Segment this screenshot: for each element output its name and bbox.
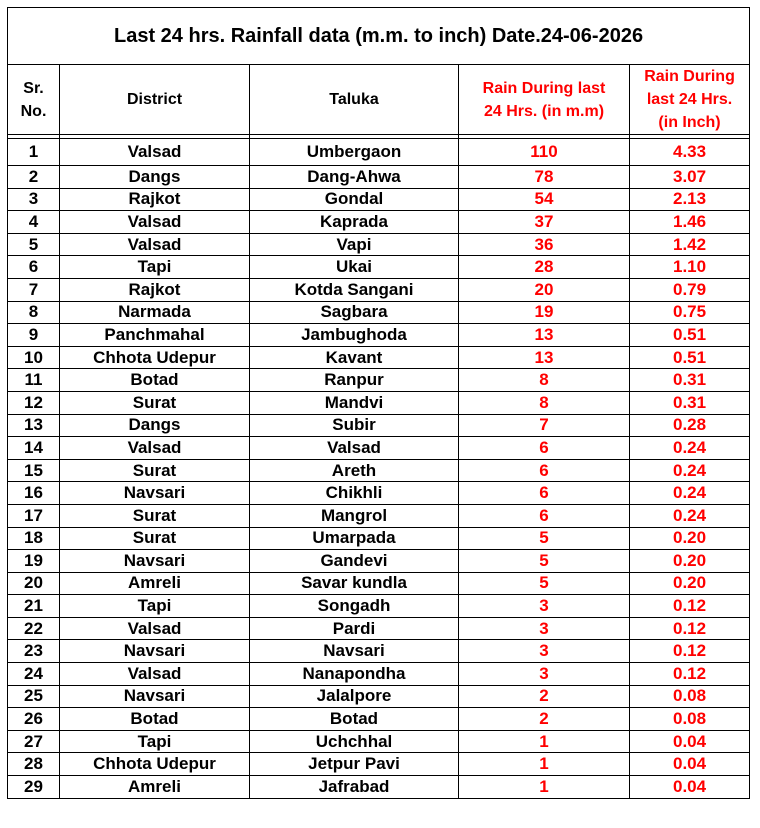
- cell-district: Amreli: [60, 572, 250, 595]
- cell-rain-mm: 7: [459, 414, 630, 437]
- cell-sr-no: 1: [8, 139, 60, 166]
- rainfall-sheet: [7, 7, 749, 799]
- table-row: [8, 730, 750, 753]
- cell-sr-no: 22: [8, 617, 60, 640]
- cell-sr-no: 10: [8, 346, 60, 369]
- cell-district: Valsad: [60, 211, 250, 234]
- cell-sr-no: 5: [8, 233, 60, 256]
- cell-rain-inch: 0.12: [630, 595, 750, 618]
- cell-taluka: Gondal: [250, 188, 459, 211]
- cell-taluka: Mandvi: [250, 391, 459, 414]
- cell-taluka: Uchchhal: [250, 730, 459, 753]
- cell-district: Tapi: [60, 595, 250, 618]
- cell-rain-mm: 110: [459, 139, 630, 166]
- cell-sr-no: 8: [8, 301, 60, 324]
- cell-rain-mm: 3: [459, 617, 630, 640]
- cell-rain-mm: 20: [459, 278, 630, 301]
- table-row: [8, 708, 750, 731]
- cell-district: Navsari: [60, 640, 250, 663]
- table-row: [8, 685, 750, 708]
- table-row: [8, 278, 750, 301]
- cell-district: Panchmahal: [60, 324, 250, 347]
- cell-sr-no: 12: [8, 391, 60, 414]
- cell-rain-inch: 1.10: [630, 256, 750, 279]
- cell-rain-inch: 3.07: [630, 166, 750, 189]
- table-body: [8, 139, 750, 799]
- table-row: [8, 391, 750, 414]
- cell-rain-inch: 0.04: [630, 730, 750, 753]
- cell-sr-no: 23: [8, 640, 60, 663]
- table-row: [8, 324, 750, 347]
- cell-rain-inch: 0.04: [630, 776, 750, 799]
- cell-sr-no: 7: [8, 278, 60, 301]
- cell-taluka: Songadh: [250, 595, 459, 618]
- table-row: [8, 550, 750, 573]
- table-row: [8, 640, 750, 663]
- table-row: [8, 139, 750, 166]
- cell-rain-inch: 0.12: [630, 663, 750, 686]
- cell-rain-inch: 0.20: [630, 572, 750, 595]
- table-row: [8, 595, 750, 618]
- cell-rain-mm: 13: [459, 324, 630, 347]
- cell-rain-inch: 0.24: [630, 459, 750, 482]
- cell-sr-no: 15: [8, 459, 60, 482]
- cell-sr-no: 4: [8, 211, 60, 234]
- cell-district: Surat: [60, 527, 250, 550]
- table-row: [8, 504, 750, 527]
- cell-district: Botad: [60, 369, 250, 392]
- cell-sr-no: 27: [8, 730, 60, 753]
- cell-sr-no: 24: [8, 663, 60, 686]
- cell-district: Amreli: [60, 776, 250, 799]
- header-district: District: [60, 65, 250, 135]
- cell-rain-inch: 4.33: [630, 139, 750, 166]
- cell-sr-no: 14: [8, 437, 60, 460]
- table-row: [8, 572, 750, 595]
- table-row: [8, 346, 750, 369]
- cell-rain-mm: 1: [459, 730, 630, 753]
- header-rain-mm: Rain During last 24 Hrs. (in m.m): [459, 65, 630, 135]
- cell-sr-no: 29: [8, 776, 60, 799]
- cell-taluka: Kotda Sangani: [250, 278, 459, 301]
- cell-taluka: Botad: [250, 708, 459, 731]
- cell-rain-inch: 0.08: [630, 685, 750, 708]
- cell-rain-inch: 0.20: [630, 550, 750, 573]
- cell-rain-mm: 5: [459, 572, 630, 595]
- table-row: [8, 527, 750, 550]
- cell-sr-no: 6: [8, 256, 60, 279]
- cell-sr-no: 25: [8, 685, 60, 708]
- header-rain-inch: Rain During last 24 Hrs. (in Inch): [630, 65, 750, 135]
- cell-sr-no: 19: [8, 550, 60, 573]
- cell-taluka: Nanapondha: [250, 663, 459, 686]
- rainfall-table: [7, 7, 750, 799]
- cell-rain-mm: 6: [459, 504, 630, 527]
- cell-rain-inch: 0.31: [630, 369, 750, 392]
- cell-rain-mm: 36: [459, 233, 630, 256]
- table-row: [8, 459, 750, 482]
- cell-taluka: Chikhli: [250, 482, 459, 505]
- table-row: [8, 437, 750, 460]
- table-row: [8, 256, 750, 279]
- cell-rain-mm: 1: [459, 753, 630, 776]
- cell-district: Valsad: [60, 663, 250, 686]
- cell-taluka: Savar kundla: [250, 572, 459, 595]
- table-row: [8, 188, 750, 211]
- cell-taluka: Ukai: [250, 256, 459, 279]
- table-row: [8, 301, 750, 324]
- cell-rain-mm: 2: [459, 708, 630, 731]
- cell-district: Narmada: [60, 301, 250, 324]
- cell-sr-no: 18: [8, 527, 60, 550]
- cell-taluka: Jetpur Pavi: [250, 753, 459, 776]
- cell-rain-mm: 8: [459, 369, 630, 392]
- cell-rain-inch: 0.51: [630, 346, 750, 369]
- cell-rain-inch: 0.24: [630, 504, 750, 527]
- cell-taluka: Kaprada: [250, 211, 459, 234]
- cell-taluka: Valsad: [250, 437, 459, 460]
- cell-district: Navsari: [60, 482, 250, 505]
- cell-taluka: Umbergaon: [250, 139, 459, 166]
- cell-rain-inch: 0.12: [630, 640, 750, 663]
- cell-taluka: Areth: [250, 459, 459, 482]
- cell-rain-inch: 0.12: [630, 617, 750, 640]
- page-title: Last 24 hrs. Rainfall data (m.m. to inch) Date.24-06-2026: [8, 8, 750, 65]
- cell-rain-mm: 3: [459, 640, 630, 663]
- cell-sr-no: 16: [8, 482, 60, 505]
- cell-rain-inch: 1.42: [630, 233, 750, 256]
- cell-district: Surat: [60, 504, 250, 527]
- cell-taluka: Jafrabad: [250, 776, 459, 799]
- cell-rain-inch: 0.51: [630, 324, 750, 347]
- cell-taluka: Kavant: [250, 346, 459, 369]
- cell-rain-inch: 0.04: [630, 753, 750, 776]
- cell-sr-no: 9: [8, 324, 60, 347]
- cell-rain-mm: 3: [459, 663, 630, 686]
- cell-taluka: Jalalpore: [250, 685, 459, 708]
- table-row: [8, 776, 750, 799]
- cell-sr-no: 28: [8, 753, 60, 776]
- cell-taluka: Navsari: [250, 640, 459, 663]
- cell-rain-mm: 6: [459, 482, 630, 505]
- cell-district: Tapi: [60, 256, 250, 279]
- cell-rain-inch: 0.79: [630, 278, 750, 301]
- cell-rain-mm: 5: [459, 527, 630, 550]
- cell-district: Botad: [60, 708, 250, 731]
- header-sr-no: Sr. No.: [8, 65, 60, 135]
- cell-sr-no: 17: [8, 504, 60, 527]
- cell-rain-inch: 2.13: [630, 188, 750, 211]
- cell-district: Navsari: [60, 685, 250, 708]
- table-row: [8, 663, 750, 686]
- table-row: [8, 211, 750, 234]
- table-row: [8, 753, 750, 776]
- cell-rain-inch: 0.28: [630, 414, 750, 437]
- cell-rain-mm: 28: [459, 256, 630, 279]
- cell-sr-no: 20: [8, 572, 60, 595]
- cell-taluka: Mangrol: [250, 504, 459, 527]
- table-row: [8, 369, 750, 392]
- table-row: [8, 233, 750, 256]
- cell-sr-no: 2: [8, 166, 60, 189]
- cell-rain-mm: 78: [459, 166, 630, 189]
- cell-rain-mm: 5: [459, 550, 630, 573]
- cell-district: Navsari: [60, 550, 250, 573]
- cell-rain-mm: 54: [459, 188, 630, 211]
- cell-sr-no: 3: [8, 188, 60, 211]
- cell-district: Chhota Udepur: [60, 346, 250, 369]
- cell-district: Valsad: [60, 617, 250, 640]
- cell-rain-mm: 1: [459, 776, 630, 799]
- cell-rain-mm: 6: [459, 437, 630, 460]
- cell-district: Chhota Udepur: [60, 753, 250, 776]
- cell-sr-no: 13: [8, 414, 60, 437]
- cell-rain-inch: 0.24: [630, 437, 750, 460]
- cell-district: Tapi: [60, 730, 250, 753]
- cell-sr-no: 26: [8, 708, 60, 731]
- cell-rain-mm: 8: [459, 391, 630, 414]
- cell-rain-inch: 0.75: [630, 301, 750, 324]
- table-row: [8, 617, 750, 640]
- table-row: [8, 414, 750, 437]
- cell-rain-mm: 2: [459, 685, 630, 708]
- header-taluka: Taluka: [250, 65, 459, 135]
- cell-rain-mm: 3: [459, 595, 630, 618]
- cell-district: Dangs: [60, 414, 250, 437]
- cell-district: Valsad: [60, 233, 250, 256]
- table-row: [8, 482, 750, 505]
- cell-district: Valsad: [60, 139, 250, 166]
- cell-district: Rajkot: [60, 188, 250, 211]
- cell-taluka: Umarpada: [250, 527, 459, 550]
- cell-rain-inch: 1.46: [630, 211, 750, 234]
- cell-taluka: Dang-Ahwa: [250, 166, 459, 189]
- cell-rain-inch: 0.08: [630, 708, 750, 731]
- cell-district: Valsad: [60, 437, 250, 460]
- table-row: [8, 166, 750, 189]
- cell-taluka: Ranpur: [250, 369, 459, 392]
- cell-rain-inch: 0.20: [630, 527, 750, 550]
- cell-district: Surat: [60, 391, 250, 414]
- cell-sr-no: 11: [8, 369, 60, 392]
- cell-sr-no: 21: [8, 595, 60, 618]
- cell-rain-mm: 6: [459, 459, 630, 482]
- cell-taluka: Vapi: [250, 233, 459, 256]
- cell-taluka: Sagbara: [250, 301, 459, 324]
- cell-rain-mm: 13: [459, 346, 630, 369]
- cell-taluka: Pardi: [250, 617, 459, 640]
- cell-district: Rajkot: [60, 278, 250, 301]
- cell-district: Surat: [60, 459, 250, 482]
- cell-district: Dangs: [60, 166, 250, 189]
- cell-rain-inch: 0.24: [630, 482, 750, 505]
- cell-rain-inch: 0.31: [630, 391, 750, 414]
- cell-taluka: Jambughoda: [250, 324, 459, 347]
- cell-taluka: Subir: [250, 414, 459, 437]
- cell-rain-mm: 19: [459, 301, 630, 324]
- cell-taluka: Gandevi: [250, 550, 459, 573]
- cell-rain-mm: 37: [459, 211, 630, 234]
